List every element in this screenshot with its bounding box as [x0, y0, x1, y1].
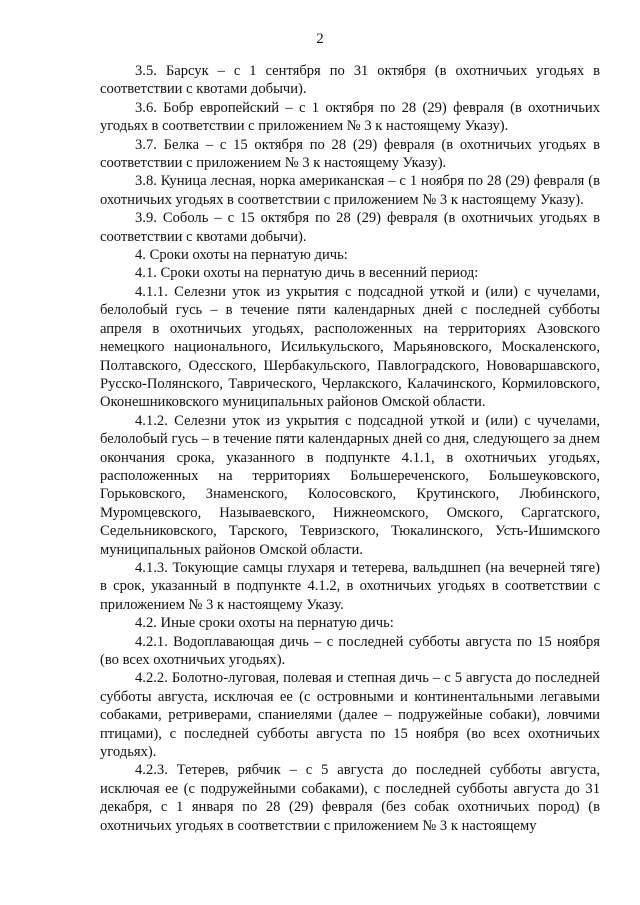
paragraph-3-8: 3.8. Куница лесная, норка американская – с 1 ноября по 28 (29) февраля (в охотничьих угодьях в соответствии с приложением № 3 к настоящему Указу). [100, 173, 600, 208]
paragraph-3-9: 3.9. Соболь – с 15 октября по 28 (29) февраля (в охотничьих угодьях в соответствии с квотами добычи). [100, 210, 600, 245]
paragraph-4-1: 4.1. Сроки охоты на пернатую дичь в весенний период: [135, 265, 479, 282]
paragraph-4-2-2: 4.2.2. Болотно-луговая, полевая и степная дичь – с 5 августа до последней субботы августа, исключая ее (с островными и континентальными легавыми собаками, ретриверами, спаниелями (далее – подружейные собаки), ловчими птицами), с последней субботы августа по 15 ноября (во всех охотничьих угодьях). [100, 670, 600, 761]
paragraph-4-1-3: 4.1.3. Токующие самцы глухаря и тетерева, вальдшнеп (на вечерней тяге) в срок, указанный в подпункте 4.1.2, в охотничьих угодьях в соответствии с приложением № 3 к настоящему Указу. [100, 559, 600, 613]
document-body [100, 62, 600, 835]
paragraph-4-1-1: 4.1.1. Селезни уток из укрытия с подсадной уткой и (или) с чучелами, белолобый гусь – в течение пяти календарных дней с последней субботы апреля в охотничьих угодьях, расположенных на территориях Азовского немецкого национального, Исилькульского, Марьяновского, Москаленского, Полтавского, Одесского, Шербакульского, Павлоградского, Нововаршавского, Русско-Полянского, Таврического, Черлакского, Калачинского, Кормиловского, Оконешниковского муниципальных районов Омской области. [100, 283, 600, 411]
paragraph-3-5: 3.5. Барсук – с 1 сентября по 31 октября (в охотничьих угодьях в соответствии с квотами добычи). [100, 63, 600, 98]
page-number: 2 [316, 31, 324, 47]
paragraph-4-2-1: 4.2.1. Водоплавающая дичь – с последней субботы августа по 15 ноября (во всех охотничьих угодьях). [100, 633, 600, 668]
paragraph-3-6: 3.6. Бобр европейский – с 1 октября по 28 (29) февраля (в охотничьих угодьях в соответствии с приложением № 3 к настоящему Указу). [100, 99, 600, 135]
paragraph-3-7: 3.7. Белка – с 15 октября по 28 (29) февраля (в охотничьих угодьях в соответствии с приложением № 3 к настоящему Указу). [100, 136, 600, 172]
paragraph-4-1-2: 4.1.2. Селезни уток из укрытия с подсадной уткой и (или) с чучелами, белолобый гусь – в течение пяти календарных дней со дня, следующего за днем окончания срока, указанного в подпункте 4.1.1, в охотничьих угодьях, расположенных на территориях Большереченского, Большеуковского, Горьковского, Знаменского, Колосовского, Крутинского, Любинского, Муромцевского, Называевского, Нижнеомского, Омского, Саргатского, Седельниковского, Тарского, Тевризского, Тюкалинского, Усть-Ишимского муниципальных районов Омской области. [100, 412, 600, 558]
paragraph-4-2: 4.2. Иные сроки охоты на пернатую дичь: [135, 615, 394, 632]
paragraph-4-2-3: 4.2.3. Тетерев, рябчик – с 5 августа до последней субботы августа, исключая ее (с подружейными собаками), с последней субботы августа до 31 декабря, с 1 января по 28 (29) февраля (без собак охотничьих пород) (в охотничьих угодьях в соответствии с приложением № 3 к настоящему [100, 762, 600, 834]
section-4-heading: 4. Сроки охоты на пернатую дичь: [135, 247, 348, 264]
